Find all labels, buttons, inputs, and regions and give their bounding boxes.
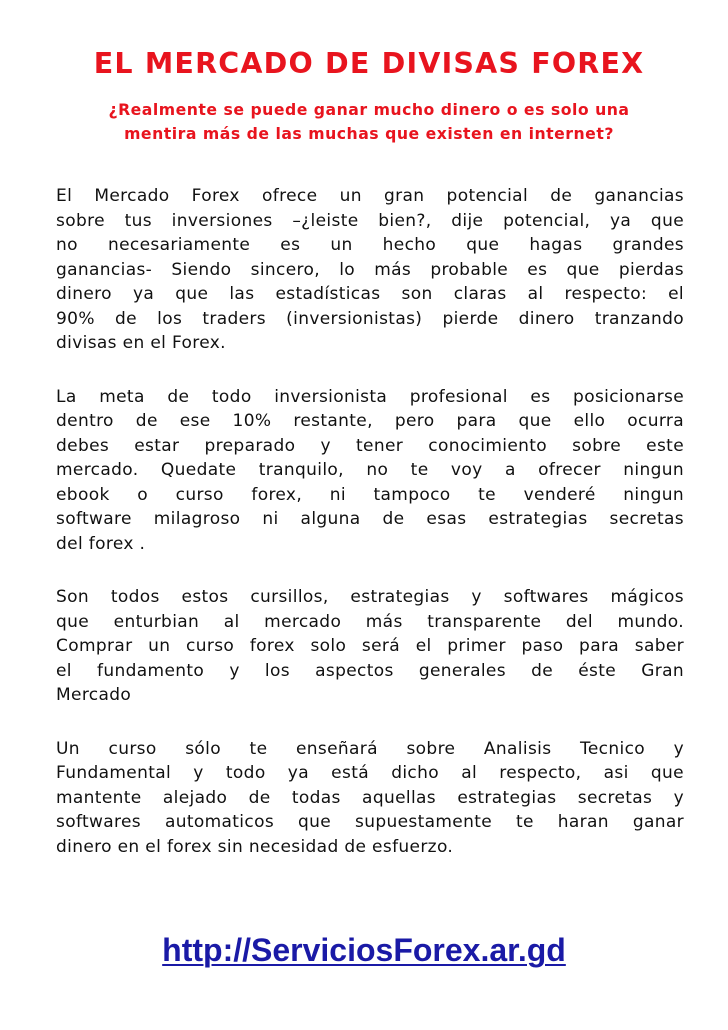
document-subtitle [56,98,682,146]
text-line: Son todos estos cursillos, estrategias y softwares mágicos [56,587,684,607]
article-body [56,184,684,888]
subtitle-line: ¿Realmente se puede ganar mucho dinero o es solo una [108,100,630,119]
text-line: sobre tus inversiones –¿leiste bien?, dije potencial, ya que [56,210,684,231]
text-line: Un curso sólo te enseñará sobre Analisis Tecnico y [56,738,684,759]
text-line: El Mercado Forex ofrece un gran potencial de ganancias [56,186,684,206]
text-line: 90% de los traders (inversionistas) pierde dinero tranzando [56,308,684,329]
text-line: Mercado [56,685,132,705]
text-line: ganancias- Siendo sincero, lo más probable es que pierdas [56,259,684,280]
paragraph-3 [56,585,684,708]
text-line: Fundamental y todo ya está dicho al respecto, asi que [56,763,684,783]
text-line: softwares automaticos que supuestamente te haran ganar [56,812,684,832]
text-line: el fundamento y los aspectos generales de éste Gran [56,660,684,681]
paragraph-1 [56,184,684,356]
text-line: mantente alejado de todas aquellas estrategias secretas y [56,787,684,808]
text-line: software milagroso ni alguna de esas estrategias secretas [56,509,684,529]
text-line: ebook o curso forex, ni tampoco te venderé ningun [56,484,684,505]
website-link[interactable]: http://ServiciosForex.ar.gd [162,932,566,968]
text-line: del forex . [56,533,146,554]
paragraph-2 [56,385,684,557]
text-line: dinero en el forex sin necesidad de esfuerzo. [56,836,454,857]
text-line: mercado. Quedate tranquilo, no te voy a ofrecer ningun [56,460,684,480]
text-line: no necesariamente es un hecho que hagas grandes [56,235,684,255]
text-line: dinero ya que las estadísticas son claras al respecto: el [56,284,684,304]
text-line: dentro de ese 10% restante, pero para que ello ocurra [56,411,684,431]
paragraph-4 [56,737,684,860]
text-line: debes estar preparado y tener conocimiento sobre este [56,435,684,456]
subtitle-line: mentira más de las muchas que existen en internet? [124,124,614,143]
text-line: que enturbian al mercado más transparente del mundo. [56,611,684,632]
text-line: divisas en el Forex. [56,333,226,353]
document-title: EL MERCADO DE DIVISAS FOREX [93,47,645,80]
text-line: Comprar un curso forex solo será el primer paso para saber [56,636,684,656]
text-line: La meta de todo inversionista profesional es posicionarse [56,386,684,407]
